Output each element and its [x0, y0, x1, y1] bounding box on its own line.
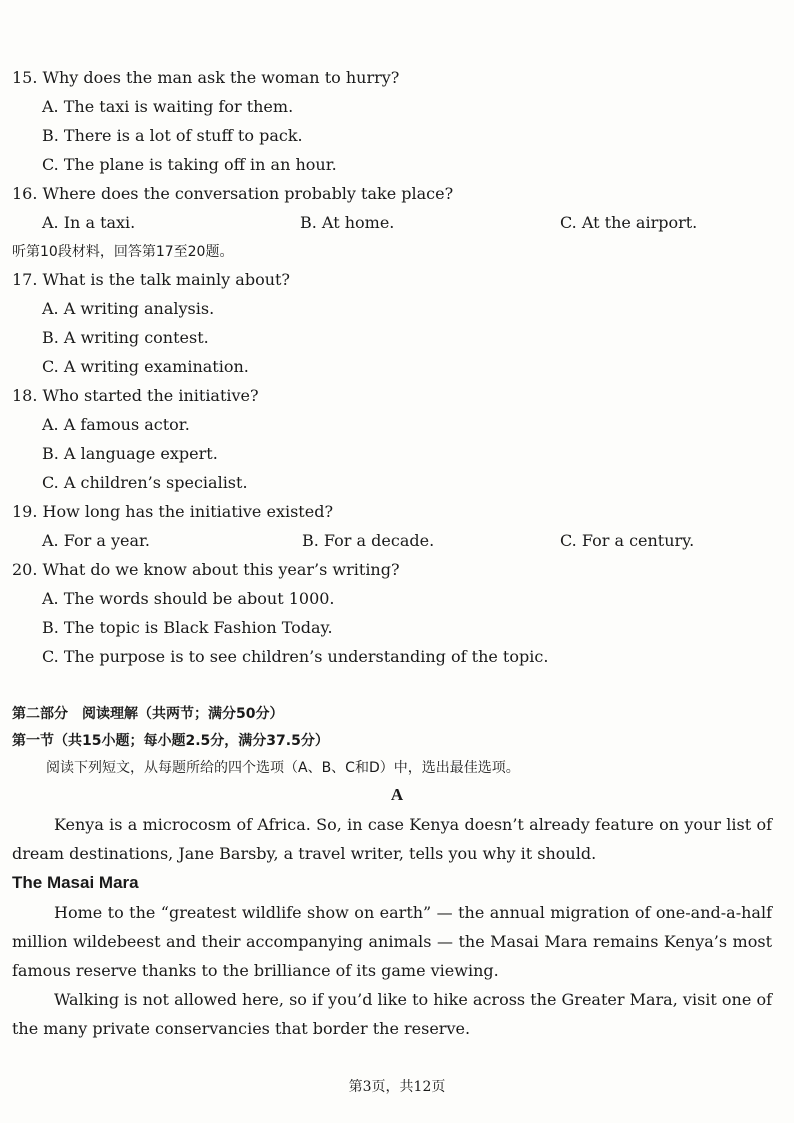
question-15-option-b: B. There is a lot of stuff to pack. — [42, 126, 303, 145]
question-19-option-a: A. For a year. — [42, 531, 150, 550]
reading-instruction: 阅读下列短文，从每题所给的四个选项（A、B、C和D）中，选出最佳选项。 — [46, 760, 520, 776]
part2-title: 第二部分 阅读理解（共两节；满分50分） — [12, 706, 284, 722]
question-17-stem: 17. What is the talk mainly about? — [12, 270, 291, 289]
question-19-option-b: B. For a decade. — [302, 531, 435, 550]
passage-paragraph-2: Walking is not allowed here, so if you’d like to hike across the Greater Mara, visit one of the many private conservancies that border the reserve. — [12, 990, 772, 1038]
passage-intro: Kenya is a microcosm of Africa. So, in case Kenya doesn’t already feature on your list of dream destinations, Jane Barsby, a travel writer, tells you why it should. — [12, 815, 772, 863]
question-16-option-a: A. In a taxi. — [42, 213, 136, 232]
question-17-option-b: B. A writing contest. — [42, 328, 209, 347]
question-16-stem: 16. Where does the conversation probably take place? — [12, 184, 454, 203]
question-18-stem: 18. Who started the initiative? — [12, 386, 259, 405]
question-20-option-b: B. The topic is Black Fashion Today. — [42, 618, 333, 637]
passage-label: A — [390, 785, 404, 804]
question-15-option-c: C. The plane is taking off in an hour. — [42, 155, 337, 174]
page-footer: 第3页，共12页 — [348, 1079, 446, 1095]
question-19-option-c: C. For a century. — [560, 531, 695, 550]
passage-paragraph-1: Home to the “greatest wildlife show on earth” — the annual migration of one-and-a-half million wildebeest and their accompanying animals — the Masai Mara remains Kenya’s most famous reserve thanks to the brilliance of its game viewing. — [12, 903, 772, 980]
question-18-option-a: A. A famous actor. — [42, 415, 190, 434]
question-15-stem: 15. Why does the man ask the woman to hurry? — [12, 68, 400, 87]
question-17-option-c: C. A writing examination. — [42, 357, 249, 376]
question-20-option-c: C. The purpose is to see children’s understanding of the topic. — [42, 647, 549, 666]
passage-subheading: The Masai Mara — [12, 873, 139, 892]
question-16-option-b: B. At home. — [300, 213, 395, 232]
question-15-option-a: A. The taxi is waiting for them. — [42, 97, 294, 116]
section1-title: 第一节（共15小题；每小题2.5分，满分37.5分） — [12, 733, 329, 749]
question-16-option-c: C. At the airport. — [560, 213, 698, 232]
question-17-option-a: A. A writing analysis. — [42, 299, 215, 318]
question-18-option-b: B. A language expert. — [42, 444, 218, 463]
listening-instruction: 听第10段材料，回答第17至20题。 — [12, 244, 234, 260]
question-20-stem: 20. What do we know about this year’s writing? — [12, 560, 400, 579]
question-18-option-c: C. A children’s specialist. — [42, 473, 248, 492]
question-19-stem: 19. How long has the initiative existed? — [12, 502, 334, 521]
question-20-option-a: A. The words should be about 1000. — [42, 589, 335, 608]
